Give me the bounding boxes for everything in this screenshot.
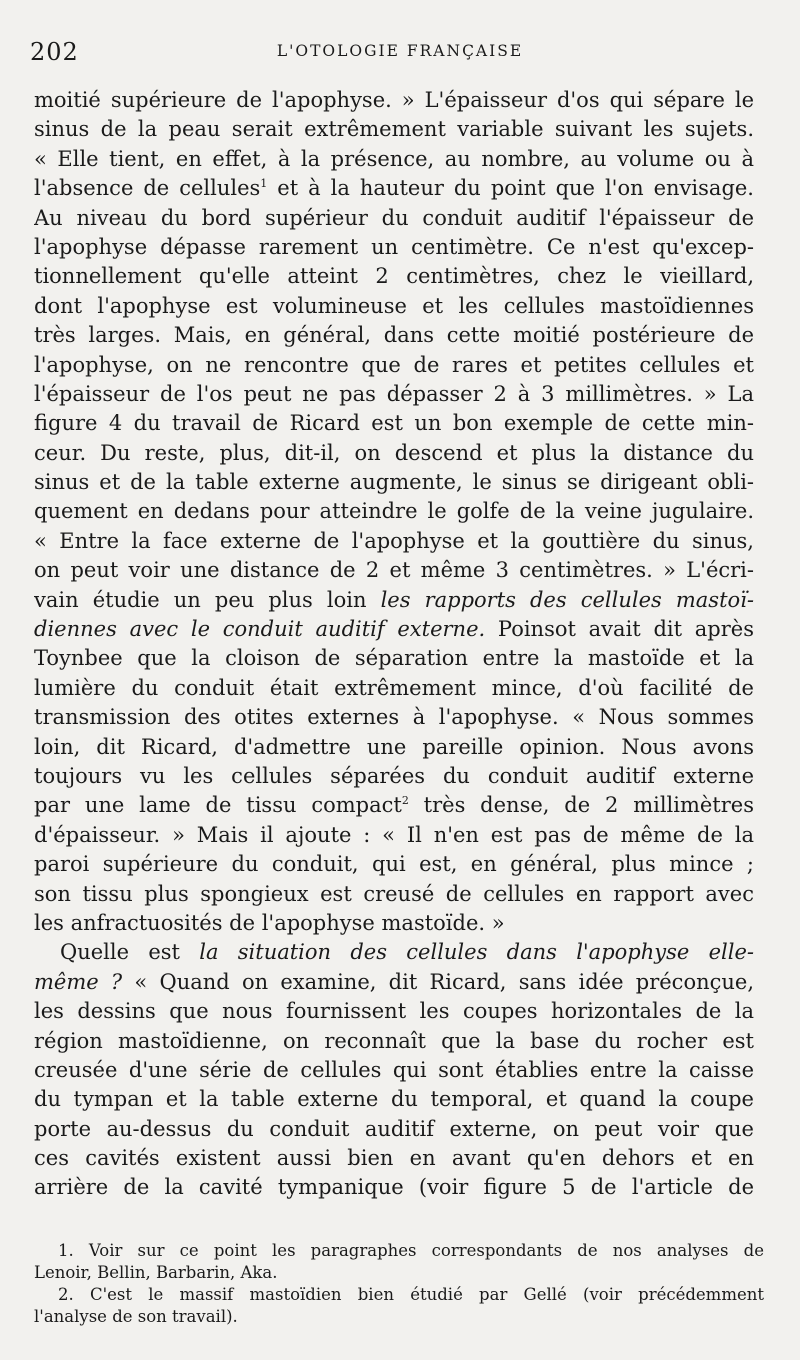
page-number: 202 — [30, 38, 79, 66]
text-line: porte au-dessus du conduit auditif externe, on peut voir que — [34, 1116, 754, 1141]
running-title: L'OTOLOGIE FRANÇAISE — [276, 42, 524, 60]
text-line: figure 4 du travail de Ricard est un bon exemple de cette min- — [34, 411, 754, 436]
text-line: « Elle tient, en effet, à la présence, au nombre, au volume ou à — [34, 146, 754, 171]
text-line — [34, 968, 754, 997]
text-fragment: « Quand on examine, dit Ricard, sans idée préconçue, — [122, 969, 754, 994]
text-line: « Entre la face externe de l'apophyse et la gouttière du sinus, — [34, 528, 754, 553]
footnote-1-line: 1. Voir sur ce point les paragraphes correspondants de nos analyses de — [58, 1241, 764, 1260]
text-line: dont l'apophyse est volumineuse et les cellules mastoïdiennes — [34, 293, 754, 318]
footnote-2-line: 2. C'est le massif mastoïdien bien étudié par Gellé (voir précédemment — [58, 1285, 764, 1304]
text-line: paroi supérieure du conduit, qui est, en général, plus mince ; — [34, 852, 754, 877]
text-line: moitié supérieure de l'apophyse. » L'épaisseur d'os qui sépare le — [34, 88, 754, 112]
text-line: l'épaisseur de l'os peut ne pas dépasser 2 à 3 millimètres. » La — [34, 381, 754, 406]
text-line: arrière de la cavité tympanique (voir figure 5 de l'article de — [34, 1175, 754, 1200]
text-fragment: par une lame de tissu compact — [34, 793, 402, 818]
text-line: ces cavités existent aussi bien en avant qu'en dehors et en — [34, 1146, 754, 1171]
footnote-ref-1: 1 — [260, 177, 268, 191]
text-fragment: l'absence de cellules — [34, 176, 261, 201]
page-header — [0, 38, 800, 70]
text-fragment: et à la hauteur du point que l'on envisage. — [267, 176, 754, 201]
text-line: l'apophyse dépasse rarement un centimètre. Ce n'est qu'excep- — [34, 234, 754, 259]
footnotes — [34, 1240, 764, 1328]
text-line: sinus de la peau serait extrêmement variable suivant les sujets. — [34, 117, 754, 142]
text-line: loin, dit Ricard, d'admettre une pareille opinion. Nous avons — [34, 734, 754, 759]
text-line: quement en dedans pour atteindre le golfe de la veine jugulaire. — [34, 499, 754, 524]
text-line: les anfractuosités de l'apophyse mastoïde. » — [34, 910, 505, 935]
text-line — [34, 938, 754, 967]
footnote-2-line: l'analyse de son travail). — [34, 1307, 238, 1326]
text-line — [34, 791, 754, 820]
italic-phrase: la situation des cellules dans l'apophyse elle- — [199, 940, 754, 965]
text-line — [34, 174, 754, 203]
text-fragment: Poinsot avait dit après — [485, 617, 754, 642]
text-line — [34, 586, 754, 615]
text-line: toujours vu les cellules séparées du conduit auditif externe — [34, 763, 754, 788]
footnote-1-line: Lenoir, Bellin, Barbarin, Aka. — [34, 1263, 278, 1282]
text-fragment: Quelle est — [60, 940, 200, 965]
body-text — [34, 86, 754, 1203]
footnote-ref-2: 2 — [401, 794, 409, 808]
text-line: du tympan et la table externe du temporal, et quand la coupe — [34, 1087, 754, 1112]
text-line: lumière du conduit était extrêmement mince, d'où facilité de — [34, 675, 754, 700]
text-line: ceur. Du reste, plus, dit-il, on descend et plus la distance du — [34, 440, 754, 465]
italic-phrase: même ? — [34, 969, 123, 994]
text-line — [34, 615, 754, 644]
italic-phrase: diennes avec le conduit auditif externe. — [34, 617, 486, 642]
text-line: transmission des otites externes à l'apophyse. « Nous sommes — [34, 705, 754, 730]
text-line: tionnellement qu'elle atteint 2 centimètres, chez le vieillard, — [34, 264, 754, 289]
text-fragment: très dense, de 2 millimètres — [408, 793, 754, 818]
text-line: d'épaisseur. » Mais il ajoute : « Il n'en est pas de même de la — [34, 822, 754, 847]
text-line: les dessins que nous fournissent les coupes horizontales de la — [34, 999, 754, 1024]
text-line: Toynbee que la cloison de séparation entre la mastoïde et la — [34, 646, 754, 671]
text-line: creusée d'une série de cellules qui sont établies entre la caisse — [34, 1057, 754, 1082]
text-line: on peut voir une distance de 2 et même 3 centimètres. » L'écri- — [34, 558, 754, 583]
text-fragment: vain étudie un peu plus loin — [34, 587, 367, 612]
text-line: son tissu plus spongieux est creusé de cellules en rapport avec — [34, 881, 754, 906]
italic-phrase: les rapports des cellules mastoï- — [380, 587, 754, 612]
text-line: région mastoïdienne, on reconnaît que la base du rocher est — [34, 1028, 754, 1053]
text-line: sinus et de la table externe augmente, le sinus se dirigeant obli- — [34, 470, 754, 495]
text-line: très larges. Mais, en général, dans cette moitié postérieure de — [34, 323, 754, 348]
text-line: Au niveau du bord supérieur du conduit auditif l'épaisseur de — [34, 205, 754, 230]
text-line: l'apophyse, on ne rencontre que de rares et petites cellules et — [34, 352, 754, 377]
